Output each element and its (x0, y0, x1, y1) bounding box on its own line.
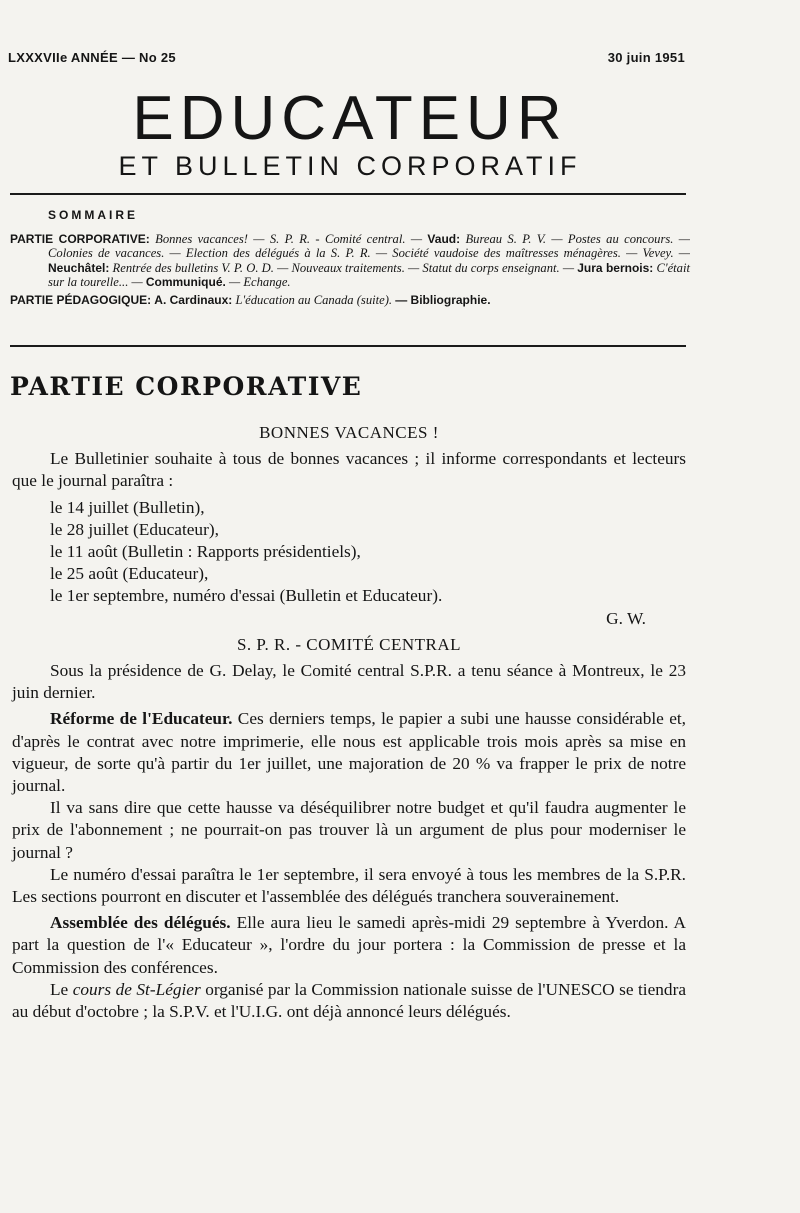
toc-neuchatel-label: Neuchâtel: (48, 260, 110, 275)
toc-jura-label: Jura bernois: (577, 260, 654, 275)
date-item: le 28 juillet (Educateur), (50, 519, 219, 539)
toc-communique-label: Communiqué. (145, 274, 226, 289)
toc-corporative (10, 232, 690, 289)
paragraph-lead: Réforme de l'Educateur. (50, 709, 233, 729)
article2-paragraph: Sous la présidence de G. Delay, le Comité central S.P.R. a tenu séance à Montreux, le 23 juin dernier. (12, 661, 686, 703)
article2-title: S. P. R. - COMITÉ CENTRAL (236, 634, 462, 654)
toc-rule (10, 345, 686, 347)
article1-title: BONNES VACANCES ! (259, 423, 439, 442)
article2-paragraph: Le numéro d'essai paraîtra le 1er septembre, il sera envoyé à tous les membres de la S.P.R. Les sections pourront en discuter et l'assemblée des délégués tranchera souverainement. (12, 864, 686, 907)
article1-signature: G. W. (606, 608, 646, 628)
toc-text: Rentrée des bulletins V. P. O. D. — Nouveaux traitements. — Statut du corps enseignant. — (112, 260, 575, 275)
article2-paragraph (12, 912, 686, 979)
paragraph-text: Le (50, 979, 69, 999)
toc-bibliographie: — Bibliographie. (395, 293, 491, 308)
toc-corporative-label: PARTIE CORPORATIVE: (10, 232, 150, 247)
paragraph-lead: Assemblée des délégués. (50, 913, 231, 933)
toc-text: C'était sur la tourelle... — (48, 260, 690, 289)
article2-paragraph: Il va sans dire que cette hausse va déséquilibrer notre budget et qu'il faudra augmenter le prix de l'abonnement ; ne pourrait-on pas trouver là un argument de plus pour moderniser le journal ? (12, 798, 686, 862)
toc-pedagogique (10, 293, 690, 307)
article2-paragraph (12, 708, 686, 797)
paragraph-text: organisé par la Commission nationale suisse de l'UNESCO se tiendra au début d'octobre ; la S.P.V. et l'U.I.G. ont déjà annoncé leurs délégués. (12, 979, 686, 1022)
journal-title: EDUCATEUR (132, 84, 568, 153)
masthead-rule (10, 193, 686, 195)
paragraph-italic: cours de St-Légier (72, 979, 201, 999)
article-body (12, 422, 686, 1023)
article1-intro: Le Bulletinier souhaite à tous de bonnes vacances ; il informe correspondants et lecteurs que le journal paraîtra : (12, 449, 686, 491)
date-item: le 1er septembre, numéro d'essai (Bulletin et Educateur). (50, 586, 443, 606)
date-item: le 14 juillet (Bulletin), (50, 497, 205, 517)
paragraph-text: Ces derniers temps, le papier a subi une hausse considérable et, d'après le contrat avec notre imprimerie, elle nous est applicable trois mois après sa mise en vigueur, de sorte qu'à partir du 1er juillet, une majoration de 20 % va frapper le prix de notre journal. (12, 709, 686, 796)
toc-text: Bonnes vacances! — S. P. R. - Comité central. — (155, 232, 423, 247)
issue-date: 30 juin 1951 (607, 50, 685, 65)
paragraph-text: Elle aura lieu le samedi après-midi 29 septembre à Yverdon. A part la question de l'« Educateur », l'ordre du jour portera : la Commission de presse et la Commission des conférences. (12, 913, 686, 977)
toc-heading: SOMMAIRE (48, 208, 138, 222)
toc-vaud-label: Vaud: (427, 232, 461, 247)
journal-subtitle: ET BULLETIN CORPORATIF (118, 151, 582, 181)
toc-pedagogique-label: PARTIE PÉDAGOGIQUE: (10, 293, 152, 308)
toc-article: L'éducation au Canada (suite). (235, 293, 393, 308)
toc-text: — Echange. (229, 274, 291, 289)
toc-text: Bureau S. P. V. — Postes au concours. — Colonies de vacances. — Election des délégués à la S. P. R. — Société vaudoise des maîtresses ménagères. — Vevey. — (48, 232, 690, 261)
date-item: le 11 août (Bulletin : Rapports présidentiels), (50, 542, 361, 562)
date-item: le 25 août (Educateur), (50, 564, 209, 584)
article2-paragraph (12, 979, 686, 1023)
table-of-contents (10, 208, 690, 307)
section-heading: PARTIE CORPORATIVE (10, 372, 363, 401)
issue-number: LXXXVIIe ANNÉE — No 25 (8, 50, 176, 65)
toc-author: A. Cardinaux: (154, 293, 233, 308)
